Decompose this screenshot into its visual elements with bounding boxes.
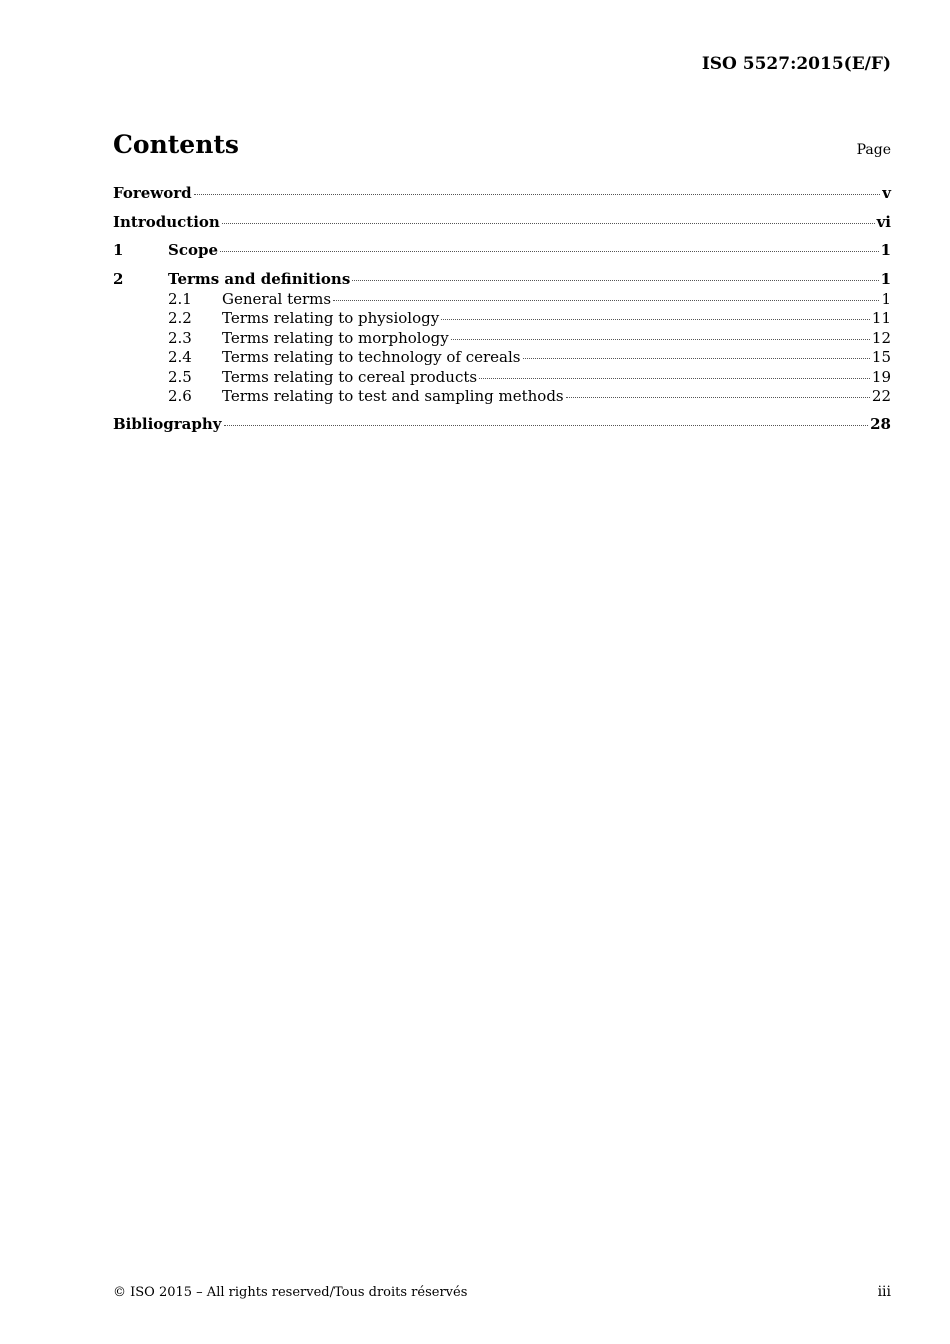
toc-leader	[523, 358, 870, 359]
toc-number: 2	[113, 269, 124, 288]
toc-number: 2.5	[168, 367, 192, 386]
toc-subentry-2-2[interactable]	[113, 309, 891, 329]
toc-number: 2.2	[168, 309, 192, 327]
toc-leader	[194, 194, 881, 195]
toc-subentry-2-4[interactable]	[113, 348, 891, 368]
toc-label: Terms relating to test and sampling methods	[222, 387, 564, 405]
toc-label: Foreword	[113, 184, 192, 202]
toc-subentry-2-5[interactable]	[113, 368, 891, 388]
toc-label: Terms relating to physiology	[222, 309, 440, 327]
toc-label: Terms relating to technology of cereals	[222, 348, 521, 366]
toc-label: Terms relating to morphology	[222, 328, 449, 347]
toc-subentry-2-3[interactable]	[113, 329, 891, 349]
toc-entry-introduction[interactable]	[113, 213, 891, 242]
toc-page: 1	[880, 241, 891, 259]
toc-entry-terms[interactable]	[113, 270, 891, 290]
toc-label: Terms and definitions	[168, 269, 351, 288]
toc-leader	[352, 280, 878, 281]
toc-page: 28	[870, 415, 891, 433]
page-column-label: Page	[856, 142, 891, 158]
toc-subentry-2-1[interactable]	[113, 290, 891, 310]
toc-leader	[479, 378, 870, 379]
toc-number: 2.4	[168, 348, 192, 366]
toc-label: Bibliography	[113, 415, 222, 433]
toc-leader	[441, 319, 870, 320]
page-title: Contents	[113, 130, 240, 159]
table-of-contents	[113, 184, 891, 444]
toc-entry-bibliography[interactable]	[113, 415, 891, 444]
toc-page: 11	[871, 309, 891, 327]
toc-number: 1	[113, 241, 124, 259]
copyright-notice: © ISO 2015 – All rights reserved/Tous droits réservés	[113, 1285, 468, 1300]
toc-number: 2.3	[168, 328, 192, 347]
toc-label: Scope	[168, 241, 219, 259]
toc-page: 15	[871, 348, 891, 366]
toc-number: 2.1	[168, 289, 192, 308]
toc-label: General terms	[222, 289, 332, 308]
toc-leader	[566, 397, 870, 398]
toc-page: v	[882, 184, 891, 202]
toc-page: vi	[876, 212, 891, 231]
toc-label: Terms relating to cereal products	[222, 367, 478, 386]
toc-leader	[333, 300, 879, 301]
toc-leader	[224, 425, 869, 426]
toc-subentry-2-6[interactable]	[113, 387, 891, 415]
toc-page: 1	[880, 269, 891, 288]
document-id: ISO 5527:2015(E/F)	[701, 54, 891, 74]
toc-entry-foreword[interactable]	[113, 184, 891, 213]
toc-page: 12	[871, 328, 891, 347]
toc-number: 2.6	[168, 387, 192, 405]
page-number: iii	[877, 1284, 891, 1300]
toc-page: 22	[871, 387, 891, 405]
toc-leader	[222, 223, 875, 224]
toc-leader	[451, 339, 870, 340]
toc-label: Introduction	[113, 212, 220, 231]
toc-entry-scope[interactable]	[113, 241, 891, 270]
toc-page: 19	[871, 367, 891, 386]
toc-page: 1	[881, 289, 891, 308]
toc-leader	[220, 251, 879, 252]
